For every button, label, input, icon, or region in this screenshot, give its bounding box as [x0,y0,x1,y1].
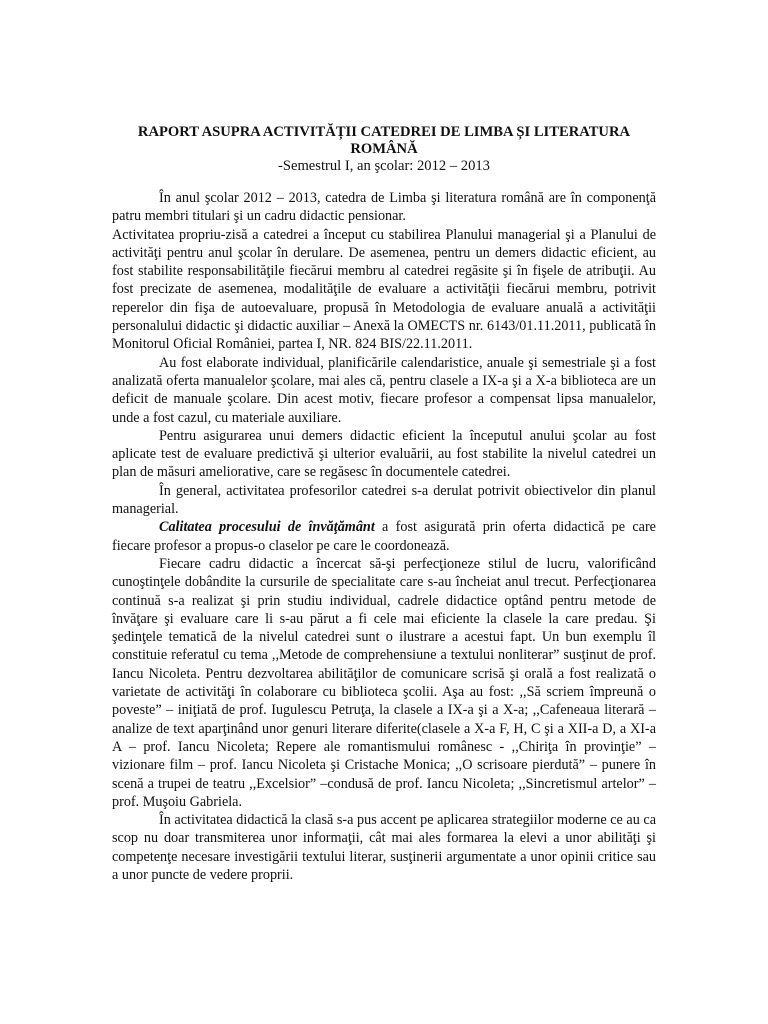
paragraph-4: Pentru asigurarea unui demers didactic eficient la începutul anului şcolar au fost aplicate test de evaluare predictivă şi ulterior evaluării, au fost stabilite la nivelul catedrei un plan de măsuri ameliorative, care se regăsesc în documentele catedrei. [112,427,656,481]
paragraph-8: În activitatea didactică la clasă s-a pus accent pe aplicarea strategiilor moderne ce au ca scop nu doar transmiterea unor informaţii, cât mai ales formarea la elevi a unor abilităţi şi competenţe necesare investigării textului literar, susţinerii argumentate a unor opinii critice sau a unor puncte de vedere proprii. [112,812,656,883]
paragraph-6-text: a fost asigurată prin oferta didactică pe care fiecare profesor a propus-o claselor pe care le coordonează. [112,519,656,554]
document-title [112,124,656,158]
paragraph-2: Activitatea propriu-zisă a catedrei a început cu stabilirea Planului managerial şi a Planului de activităţi pentru anul şcolar în derulare. De asemenea, pentru un demers didactic eficient, au fost stabilite responsabilităţile fiecărui membru al catedrei regăsite şi în fişele de atribuţii. Au fost precizate de asemenea, modalităţile de evaluare a activităţii fiecărui membru, potrivit reperelor din fişa de autoevaluare, propusă în Metodologia de evaluare anuală a activităţii personalului didactic şi didactic auxiliar – Anexă la OMECTS nr. 6143/01.11.2011, publicată în Monitorul Oficial României, partea I, NR. 824 BIS/22.11.2011. [112,226,656,353]
paragraph-3: Au fost elaborate individual, planificările calendaristice, anuale şi semestriale şi a fost analizată oferta manualelor şcolare, mai ales că, pentru clasele a IX-a şi a X-a biblioteca are un deficit de manuale şcolare. Din acest motiv, fiecare profesor a compensat lipsa manualelor, unde a fost cazul, cu materiale auxiliare. [112,354,656,426]
paragraph-7: Fiecare cadru didactic a încercat să-şi perfecţioneze stilul de lucru, valorificând cunoştinţele dobândite la cursurile de specialitate care s-au încheiat anul trecut. Perfecţionarea continuă s-a realizat şi prin studiu individual, cadrele didactice optând pentru metode de învăţare şi evaluare care li s-au părut a fi cele mai eficiente la clasele la care predau. Şi şedinţele tematică de la nivelul catedrei sunt o ilustrare a acestui fapt. Un bun exemplu îl constituie referatul cu tema ,,Metode de comprehensiune a textului nonliterar” susţinut de prof. Iancu Nicoleta. Pentru dezvoltarea abilităţilor de comunicare scrisă şi orală a fost realizată o varietate de activităţi în colaborare cu biblioteca şcolii. Aşa au fost: ,,Să scriem împreună o poveste” – iniţiată de prof. Iugulescu Petruţa, la clasele a IX-a şi a X-a; ,,Cafeneaua literară – analize de text aparţinând unor genuri literare diferite(clasele a X-a F, H, C şi a XII-a D, a XI-a A – prof. Iancu Nicoleta; Repere ale romantismului românesc - ,,Chiriţa în provinţie” – vizionare film – prof. Iancu Nicoleta şi Cristache Monica; ,,O scrisoare pierdută” – punere în scenă a trupei de teatru ,,Excelsior” –condusă de prof. Iancu Nicoleta; ,,Sincretismul artelor” – prof. Muşoiu Gabriela. [112,555,656,810]
title-line-1: RAPORT ASUPRA ACTIVITĂȚII CATEDREI DE LIMBA ȘI LITERATURA [137,124,631,140]
paragraph-5: În general, activitatea profesorilor catedrei s-a derulat potrivit obiectivelor din planul managerial. [112,482,656,518]
paragraph-6 [112,518,656,555]
paragraph-1: În anul şcolar 2012 – 2013, catedra de Limba şi literatura română are în componenţă patru membri titulari şi un cadru didactic pensionar. [112,190,656,225]
title-line-2: ROMÂNĂ [350,141,418,157]
paragraph-6-emphasis: Calitatea procesului de învăţământ [159,519,375,536]
document-body [112,189,656,884]
document-page [112,124,656,884]
document-subtitle: -Semestrul I, an şcolar: 2012 – 2013 [278,158,490,174]
